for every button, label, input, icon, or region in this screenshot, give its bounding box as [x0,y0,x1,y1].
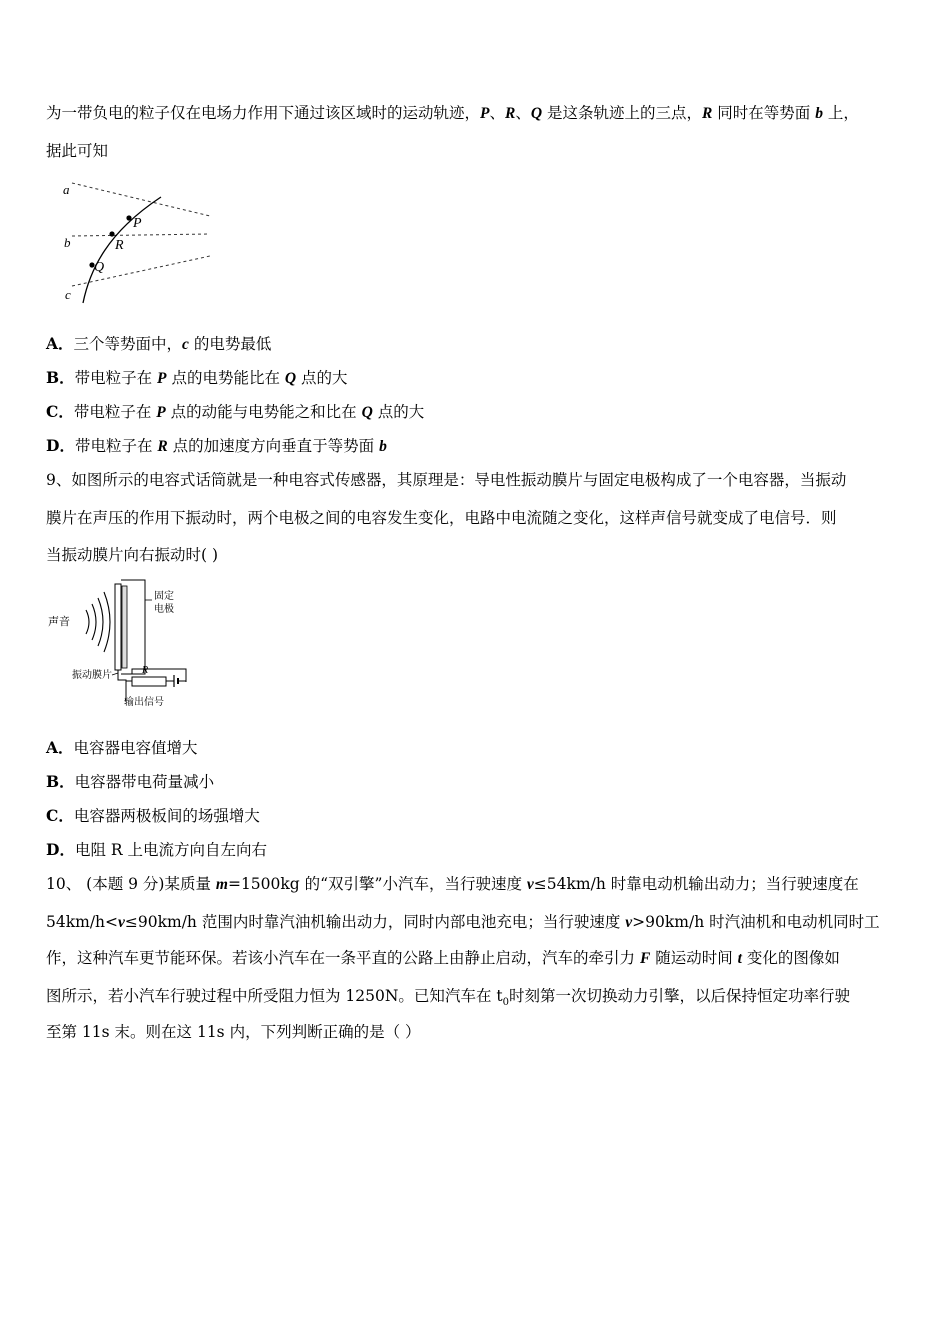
q9-stem-line-1: 9、如图所示的电容式话筒就是一种电容式传感器，其原理是：导电性振动膜片与固定电极构成了一个电容器，当振动 [46,471,847,489]
q8-option-a[interactable]: A．三个等势面中，c 的电势最低 [46,334,272,353]
resistor [132,677,166,686]
equipotential-b [72,234,210,236]
var-q: Q [530,105,543,122]
label-b: b [64,235,71,250]
q10-stem-line-1: 10、 (本题 9 分)某质量 m=1500kg 的“双引擎”小汽车，当行驶速度 v≤54km/h 时靠电动机输出动力；当行驶速度在 [46,875,859,893]
q9-stem-line-3: 当振动膜片向右振动时( ) [46,546,219,564]
q8-option-c[interactable]: C．带电粒子在 P 点的动能与电势能之和比在 Q 点的大 [46,402,425,421]
q9-option-d[interactable]: D．电阻 R 上电流方向自左向右 [46,840,267,859]
point-p-dot [126,215,131,220]
label-r: R [115,238,124,253]
vibrating-membrane [115,584,121,670]
q9-option-b[interactable]: B．电容器带电荷量减小 [46,772,215,791]
q8-equipotential-figure [56,174,214,310]
sound-waves-icon [86,592,110,652]
q10-stem-line-2: 54km/h<v≤90km/h 范围内时靠汽油机输出动力，同时内部电池充电；当行驶速度 v>90km/h 时汽油机和电动机同时工 [46,913,880,931]
fixed-electrode [122,586,127,668]
label-c: c [65,287,71,302]
label-q: Q [94,260,105,275]
q8-stem-line-2: 据此可知 [46,142,109,160]
label-p: P [133,216,142,231]
q10-stem-line-3: 作，这种汽车更节能环保。若该小汽车在一条平直的公路上由静止启动，汽车的牵引力 F 随运动时间 t 变化的图像如 [46,949,840,967]
sound-label: 声音 [48,616,70,628]
q10-stem-line-4: 图所示，若小汽车行驶过程中所受阻力恒为 1250N。已知汽车在 $t_0$时刻第一次切换动力引擎，以后保持恒定功率行驶 [46,987,850,1009]
membrane-label: 振动膜片 [72,670,112,681]
resistor-label: R [142,665,149,676]
q8-option-d[interactable]: D．带电粒子在 R 点的加速度方向垂直于等势面 b [46,436,387,455]
q8-stem-line-1: 为一带负电的粒子仅在电场力作用下通过该区域时的运动轨迹，P、R、Q 是这条轨迹上的三点，R 同时在等势面 b 上， [46,104,859,122]
point-r-dot [109,231,114,236]
q9-microphone-figure [46,578,196,712]
fixed-electrode-label-1: 固定 [154,591,174,602]
q9-stem-line-2: 膜片在声压的作用下振动时，两个电极之间的电容发生变化，电路中电流随之变化，这样声信号就变成了电信号．则 [46,509,837,527]
q10-stem-line-5: 至第 11s 末。则在这 11s 内，下列判断正确的是（ ） [46,1023,421,1041]
q9-option-c[interactable]: C．电容器两极板间的场强增大 [46,806,260,825]
var-b: b [815,105,823,122]
q9-option-a[interactable]: A．电容器电容值增大 [46,738,198,757]
q8-option-b[interactable]: B．带电粒子在 P 点的电势能比在 Q 点的大 [46,368,348,387]
var-r: R [505,105,516,122]
var-p: P [480,105,490,122]
fixed-electrode-label-2: 电极 [154,604,174,615]
output-signal-label: 输出信号 [124,697,164,708]
var-r: R [702,105,713,122]
label-a: a [63,182,70,197]
